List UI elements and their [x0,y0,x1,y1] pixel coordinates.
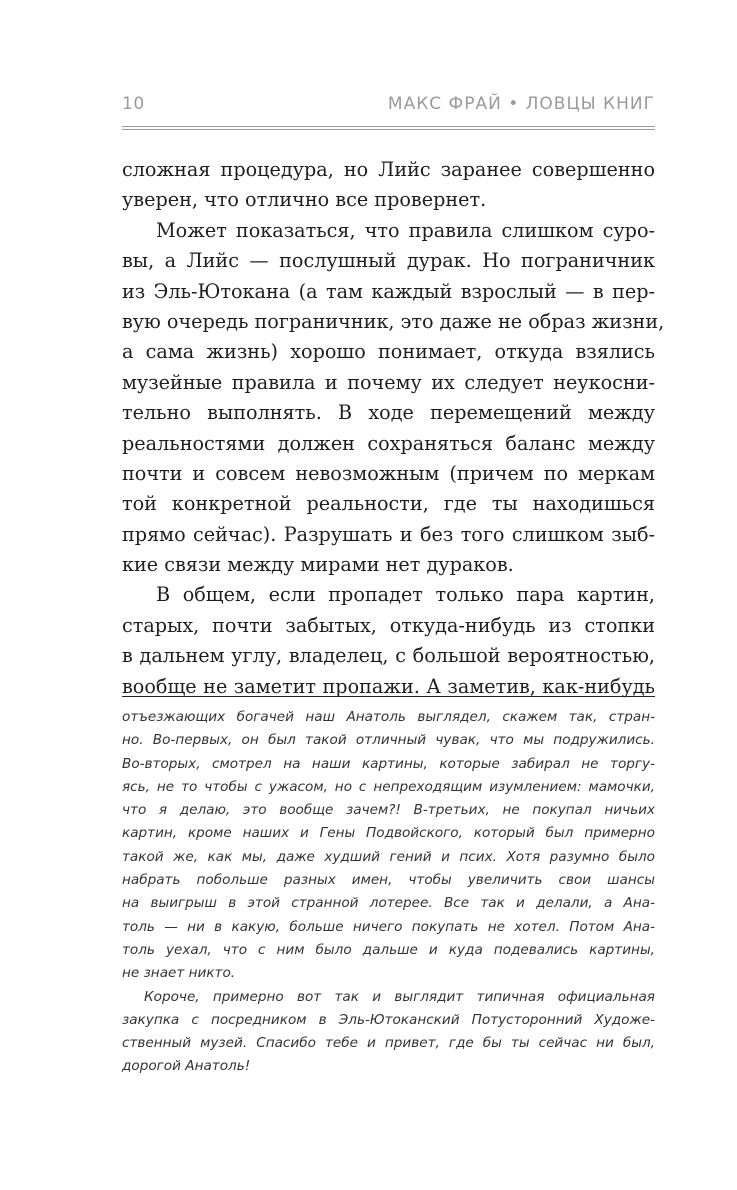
text-line: почти и совсем невозможным (причем по меркам [122,461,655,485]
footnote-rule [122,696,655,697]
running-head: МАКС ФРАЙ • ЛОВЦЫ КНИГ [387,94,655,114]
footnote-line: отъезжающих богачей наш Анатоль выглядел, скажем так, стран- [122,709,655,725]
text-line: старых, почти забытых, откуда-нибудь из стопки [122,613,655,637]
text-line: в дальнем углу, владелец, с большой вероятностью, [122,644,655,668]
footnote-line: дорогой Анатоль! [122,1058,251,1075]
footnote-line: набрать побольше разных имен, чтобы увеличить свои шансы [122,872,655,889]
footnote-line: картин, кроме наших и Гены Подвойского, который был примерно [122,825,655,842]
text-line: вообще не заметит пропажи. А заметив, как-нибудь [122,674,655,698]
text-line: вы, а Лийс — послушный дурак. Но пограничник [122,249,655,273]
footnote-line: не знает никто. [122,965,236,982]
main-text [122,155,665,702]
footnote-text [122,706,655,1079]
text-line: прямо сейчас). Разрушать и без того слишком зыб- [122,522,655,546]
text-line: уверен, что отлично все провернет. [122,188,487,212]
footnote-line: Короче, примерно вот так и выглядит типичная официальная [144,988,655,1005]
text-line: Может показаться, что правила слишком суро- [156,218,655,242]
footnote-line: на выигрыш в этой странной лотерее. Все так и делали, а Ана- [122,895,655,912]
footnote-line: ственный музей. Спасибо тебе и привет, где бы ты сейчас ни был, [122,1035,655,1052]
text-line: тельно выполнять. В ходе перемещений между [122,401,655,425]
footnote-line: толь — ни в какую, больше ничего покупать не хотел. Потом Ана- [122,918,655,935]
text-line: В общем, если пропадет только пара картин, [156,583,655,607]
footnote-line: закупка с посредником в Эль-Ютоканский Потусторонний Художе- [122,1011,655,1028]
footnote-line: Во-вторых, смотрел на наши картины, которые забирал не торгу- [122,755,655,772]
footnote-line: но. Во-первых, он был такой отличный чувак, что мы подружились. [122,732,655,749]
text-line: реальностями должен сохраняться баланс между [122,431,655,455]
footnote-line: ясь, не то чтобы с ужасом, но с непреходящим изумлением: мамочки, [122,778,655,795]
header-rule [122,126,655,132]
text-line: вую очередь пограничник, это даже не образ жизни, [122,309,665,333]
footnote-line: толь уехал, что с ним было дальше и куда подевались картины, [122,941,655,958]
footnote-line: что я делаю, это вообще зачем?! В-третьих, не покупал ничьих [122,802,655,819]
text-line: той конкретной реальности, где ты находишься [122,492,655,516]
text-line: из Эль-Ютокана (а там каждый взрослый — в пер- [122,279,655,303]
text-line: а сама жизнь) хорошо понимает, откуда взялись [122,340,655,364]
text-line: кие связи между мирами нет дураков. [122,553,514,577]
footnote-line: такой же, как мы, даже худший гений и псих. Хотя разумно было [122,848,655,865]
text-line: музейные правила и почему их следует неукосни- [122,370,655,394]
text-line: сложная процедура, но Лийс заранее совершенно [122,158,655,181]
page-number: 10 [122,94,145,114]
